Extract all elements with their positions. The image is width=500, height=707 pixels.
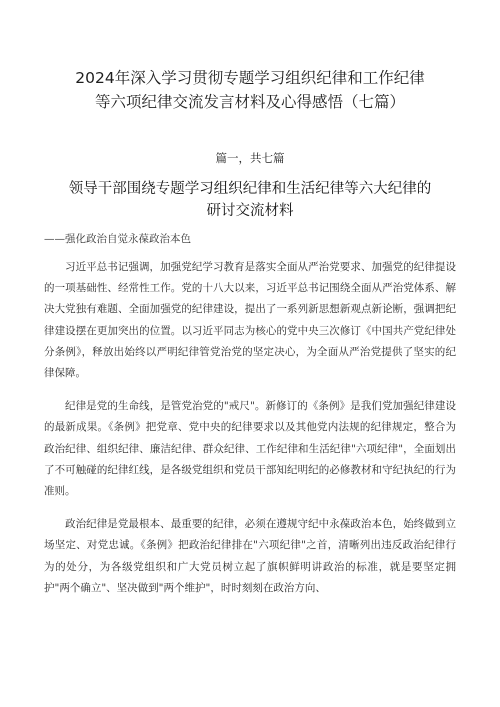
paragraph-1: 习近平总书记强调，加强党纪学习教育是落实全面从严治党要求、加强党的纪律提设的一项基础性、经常性工作。党的十八大以来，习近平总书记围绕全面从严治党体系、解决大党独有难题、全面加强党的纪律建设，提出了一系列新思想新观点新论断，强调把纪律建设摆在更加突出的位置。以习近平同志为核心的党中央三次修订《中国共产党纪律处分条例》，释放出始终以严明纪律管党治党的坚定决心，为全面从严治党提供了坚实的纪律保障。	[44, 261, 456, 380]
article-title-line-2: 研讨交流材料	[206, 203, 294, 219]
article-title-line-1: 领导干部围绕专题学习组织纪律和生活纪律等六大纪律的	[68, 181, 432, 197]
paragraph-2: 纪律是党的生命线，是管党治党的"戒尺"。新修订的《条例》是我们党加强纪律建设的最新成果。《条例》把党章、党中央的纪律要求以及其他党内法规的纪律规定，整合为政治纪律、组织纪律、廉洁纪律、群众纪律、工作纪律和生活纪律"六项纪律"，全面划出了不可触碰的纪律红线，是各级党组织和党员干部知纪明纪的必修教材和守纪执纪的行为准则。	[44, 400, 456, 498]
paragraph-3: 政治纪律是党最根本、最重要的纪律，必须在遵规守纪中永葆政治本色，始终做到立场坚定、对党忠诚。《条例》把政治纪律排在"六项纪律"之首，清晰列出违反政治纪律行为的处分，为各级党组织和广大党员树立起了旗帜鲜明讲政治的标准，就是要坚定拥护"两个确立"、坚决做到"两个维护"，时时刻刻在政治方向、	[44, 518, 456, 594]
document-title	[44, 0, 456, 114]
section-label: 篇一，共七篇	[215, 151, 285, 165]
article-subtitle: ——强化政治自觉永葆政治本色	[44, 233, 191, 245]
article-title	[44, 178, 456, 222]
document-title-line-2: 等六项纪律交流发言材料及心得感悟（七篇）	[94, 93, 405, 111]
document-title-line-1: 2024年深入学习贯彻专题学习组织纪律和工作纪律	[75, 69, 425, 87]
